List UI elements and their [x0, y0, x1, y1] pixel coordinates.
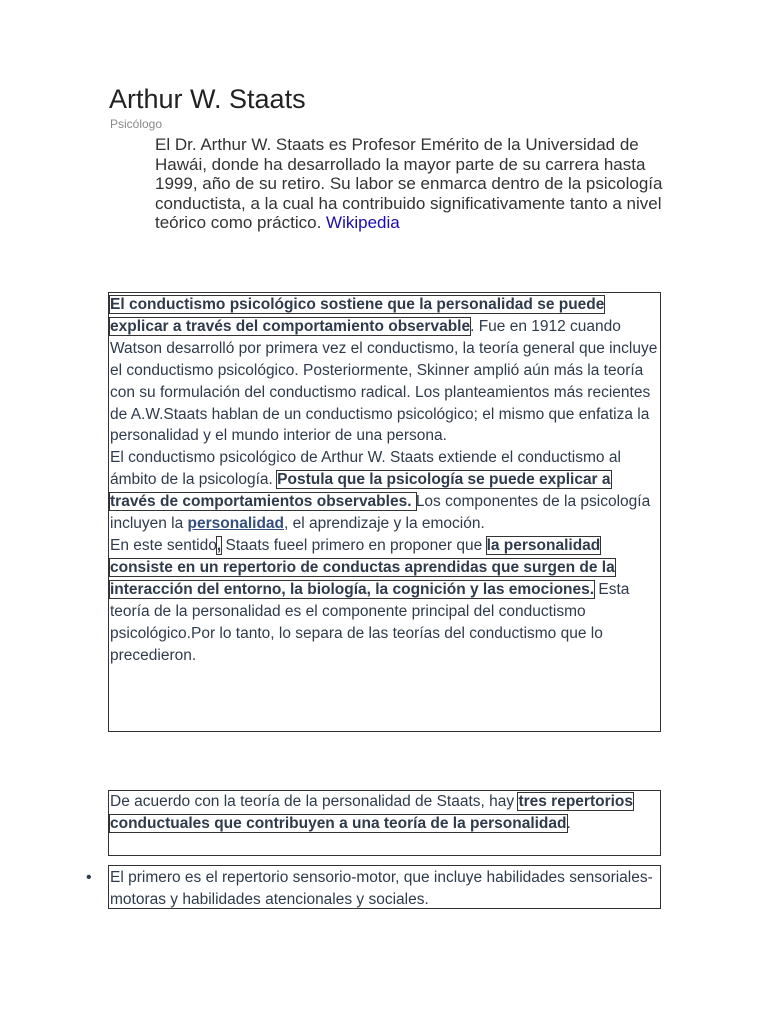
- wikipedia-link[interactable]: Wikipedia: [326, 213, 400, 233]
- text-2a: El conductismo psicológico de Arthur W. Staats extiende el conductismo al ámbito de la psicología.: [110, 449, 621, 489]
- bio-text: El Dr. Arthur W. Staats es Profesor Emérito de la Universidad de Hawái, donde ha desarrollado la mayor parte de su carrera hasta 1999, año de su retiro. Su labor se enmarca dentro de la psicología conductista, a la cual ha contribuido significativamente tanto a nivel teórico como práctico.: [155, 135, 663, 233]
- text-1: . Fue en 1912 cuando Watson desarrolló por primera vez el conductismo, la teoría general que incluye el conductismo psicológico. Posteriormente, Skinner amplió aún más la teoría con su formulación del conductismo radical. Los planteamientos más recientes de A.W.Staats hablan de un conductismo psicológico; el mismo que enfatiza la personalidad y el mundo interior de una persona.: [110, 317, 658, 445]
- highlight-2: Postula que la psicología se puede explicar a través de comportamientos observables.: [110, 471, 611, 511]
- text-3b: Staats fueel primero en proponer que: [221, 536, 487, 554]
- paragraph-1: [110, 294, 659, 447]
- highlight-4: tres repertorios conductuales que contribuyen a una teoría de la personalidad: [110, 793, 634, 832]
- text-4a: De acuerdo con la teoría de la personalidad de Staats, hay: [110, 793, 519, 810]
- personalidad-link[interactable]: personalidad: [187, 515, 285, 533]
- text-3a: En este sentido: [110, 536, 217, 554]
- page-title: Arthur W. Staats: [109, 84, 306, 114]
- text-3c: Esta teoría de la personalidad es el componente principal del conductismo psicológico.Por lo tanto, lo separa de las teorías del conductismo que lo precedieron.: [110, 580, 630, 664]
- text-4b: .: [566, 814, 571, 832]
- highlight-comma: ,: [216, 536, 222, 554]
- list-item: El primero es el repertorio sensorio-motor, que incluye habilidades sensoriales-motoras y habilidades atencionales y sociales.: [110, 869, 653, 908]
- content-box-conductismo: [108, 292, 661, 732]
- paragraph-4: [110, 791, 659, 835]
- paragraph-3: [110, 535, 659, 666]
- paragraph-2: [110, 447, 659, 535]
- content-box-repertorios: [108, 790, 661, 856]
- text-2c: , el aprendizaje y la emoción.: [284, 515, 485, 533]
- content-box-list: [108, 865, 661, 909]
- bullet-icon: •: [86, 869, 92, 886]
- subtitle-role: Psicólogo: [110, 117, 163, 131]
- text-2b: Los componentes de la psicología incluyen la: [110, 493, 651, 533]
- bio-paragraph: [155, 135, 665, 233]
- highlight-3: la personalidad consiste en un repertorio de conductas aprendidas que surgen de la interacción del entorno, la biología, la cognición y las emociones.: [110, 536, 615, 598]
- highlight-1: El conductismo psicológico sostiene que la personalidad se puede explicar a través del comportamiento observable: [110, 296, 605, 335]
